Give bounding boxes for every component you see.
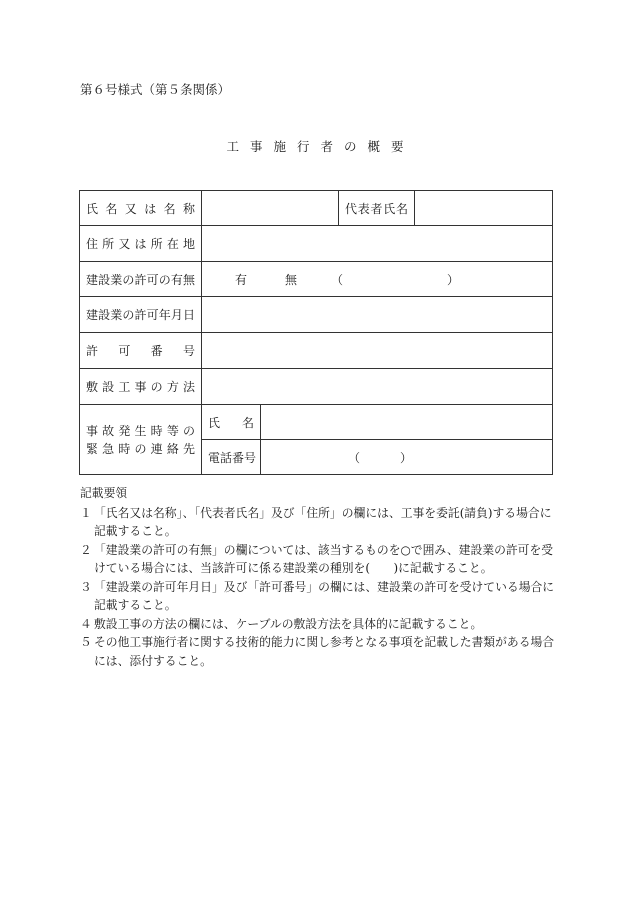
instructions-heading: 記載要領 — [80, 486, 128, 500]
note-text: 「建設業の許可の有無」の欄については、該当するものを○で囲み、建設業の許可を受けている場合には、当該許可に係る建設業の種別を( )に記載すること。 — [94, 542, 554, 575]
name-label: 氏名又は名称 — [80, 191, 202, 226]
note-text: 「建設業の許可年月日」及び「許可番号」の欄には、建設業の許可を受けている場合に記載すること。 — [94, 579, 555, 612]
cable-method-value-field[interactable] — [202, 369, 553, 405]
phone-paren-close: ） — [400, 450, 413, 465]
row-contact-name — [80, 405, 553, 440]
note-number: ２ — [80, 542, 92, 557]
representative-label: 代表者氏名 — [339, 191, 415, 226]
note-text: 敷設工事の方法の欄には、ケーブルの敷設方法を具体的に記載すること。 — [94, 616, 483, 631]
note-number: ４ — [80, 616, 92, 631]
form-number: 第６号様式（第５条関係） — [80, 82, 231, 97]
contact-name-label: 氏名 — [202, 405, 261, 440]
row-name — [80, 191, 553, 226]
phone-value-field[interactable] — [261, 440, 553, 475]
license-date-value-field[interactable] — [202, 297, 553, 333]
note-text: 「氏名又は名称」、「代表者氏名」及び「住所」の欄には、工事を委託(請負)する場合に記載すること。 — [94, 505, 552, 538]
note-number: ３ — [80, 579, 92, 594]
row-cable-method — [80, 369, 553, 405]
note-item — [80, 615, 558, 634]
license-yes-option[interactable]: 有 — [235, 272, 248, 287]
applicant-overview-table — [79, 190, 553, 475]
license-number-label: 許可番号 — [80, 333, 202, 369]
contact-name-value-field[interactable] — [261, 405, 553, 440]
phone-paren-open: （ — [348, 450, 361, 465]
paren-close: ） — [447, 272, 460, 287]
note-item — [80, 578, 558, 615]
note-number: １ — [80, 505, 92, 520]
license-exists-label: 建設業の許可の有無 — [80, 262, 202, 297]
emergency-contact-label — [80, 405, 202, 475]
emergency-label-line-1: 事故発生時等の — [86, 423, 195, 438]
name-value-field[interactable] — [202, 191, 339, 226]
license-number-value-field[interactable] — [202, 333, 553, 369]
row-license-date — [80, 297, 553, 333]
address-label: 住所又は所在地 — [80, 226, 202, 262]
row-license-exists — [80, 262, 553, 297]
license-exists-value[interactable] — [202, 262, 553, 297]
paren-open: （ — [331, 272, 344, 287]
emergency-label-line-2: 緊急時の連絡先 — [86, 441, 195, 456]
instructions — [80, 484, 558, 670]
note-item — [80, 541, 558, 578]
note-text: その他工事施行者に関する技術的能力に関し参考となる事項を記載した書類がある場合には、添付すること。 — [94, 635, 555, 668]
cable-method-label: 敷設工事の方法 — [80, 369, 202, 405]
row-license-number — [80, 333, 553, 369]
note-number: ５ — [80, 635, 92, 649]
license-no-option[interactable]: 無 — [285, 272, 298, 287]
phone-label: 電話番号 — [202, 440, 261, 475]
license-date-label: 建設業の許可年月日 — [80, 297, 202, 333]
document-title: 工事施行者の概要 — [226, 139, 415, 154]
address-value-field[interactable] — [202, 226, 553, 262]
row-address — [80, 226, 553, 262]
note-item — [80, 633, 558, 670]
note-item — [80, 504, 558, 541]
representative-value-field[interactable] — [415, 191, 553, 226]
